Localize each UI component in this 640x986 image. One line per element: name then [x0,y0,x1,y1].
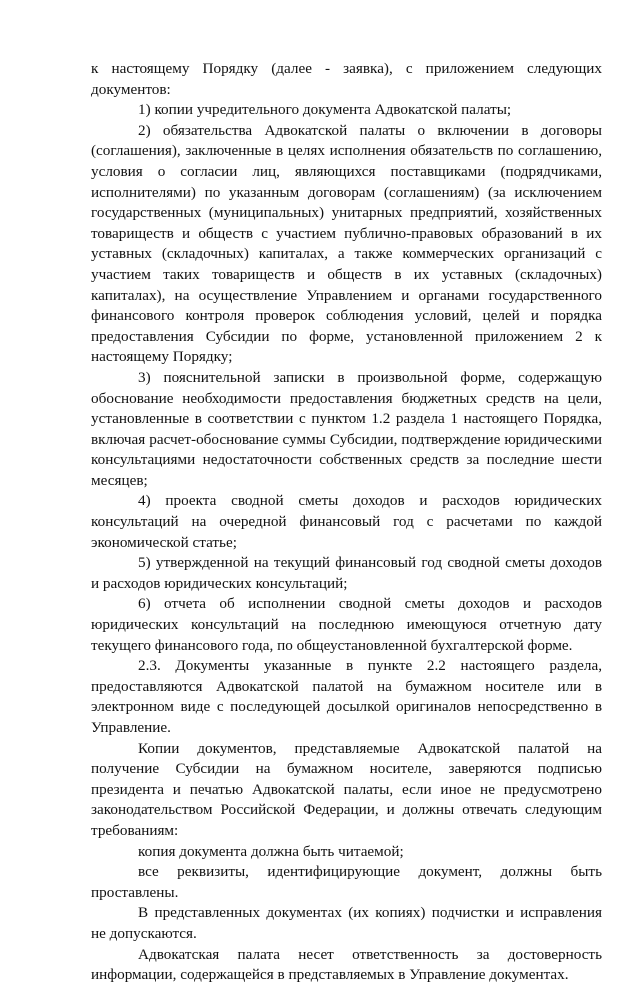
requirement-readable: копия документа должна быть читаемой; [138,842,404,860]
paragraph-no-corrections: В представленных документах (их копиях) подчистки и исправления не допускаются. [91,904,602,942]
list-item-3: 3) пояснительной записки в произвольной форме, содержащую обоснование необходимости предоставления бюджетных средств на цели, установленные в соответствии с пунктом 1.2 раздела 1 настоящего Порядка, включая расчет-обоснование суммы Субсидии, подтверждение юридическими консультациями недостаточности собственных средств за последние шести месяцев; [91,368,602,489]
list-item-6: 6) отчета об исполнении сводной сметы доходов и расходов юридических консультаций на последнюю имеющуюся отчетную дату текущего финансового года, по общеустановленной бухгалтерской форме. [91,595,602,654]
paragraph-continuation: к настоящему Порядку (далее - заявка), с приложением следующих документов: [91,60,602,98]
clause-2-3: 2.3. Документы указанные в пункте 2.2 настоящего раздела, предоставляются Адвокатской палатой на бумажном носителе или в электронном виде с последующей досылкой оригиналов непосредственно в Управление. [91,657,602,736]
list-item-1: 1) копии учредительного документа Адвокатской палаты; [138,101,512,119]
document-body [91,59,602,986]
list-item-2: 2) обязательства Адвокатской палаты о включении в договоры (соглашения), заключенные в целях исполнения обязательств по соглашению, условия о согласии лиц, являющихся поставщиками (подрядчиками, исполнителями) по указанным договорам (соглашениям) (за исключением государственных (муниципальных) унитарных предприятий, хозяйственных товариществ и обществ с участием публично-правовых образований в их уставных (складочных) капиталах, а также коммерческих организаций с участием таких товариществ и обществ в их уставных (складочных) капиталах), на осуществление Управлением и органами государственного финансового контроля проверок соблюдения условий, целей и порядка предоставления Субсидии по форме, установленной приложением 2 к настоящему Порядку; [91,121,602,366]
list-item-5: 5) утвержденной на текущий финансовый год сводной сметы доходов и расходов юридических консультаций; [91,554,602,592]
paragraph-liability: Адвокатская палата несет ответственность за достоверность информации, содержащейся в представляемых в Управление документах. [91,945,602,984]
requirement-details: все реквизиты, идентифицирующие документ, должны быть проставлены. [91,863,602,901]
paragraph-copies: Копии документов, представляемые Адвокатской палатой на получение Субсидии на бумажном носителе, заверяются подписью президента и печатью Адвокатской палаты, если иное не предусмотрено законодательством Российской Федерации, и должны отвечать следующим требованиям: [91,739,602,839]
list-item-4: 4) проекта сводной сметы доходов и расходов юридических консультаций на очередной финансовый год с расчетами по каждой экономической статье; [91,492,602,551]
